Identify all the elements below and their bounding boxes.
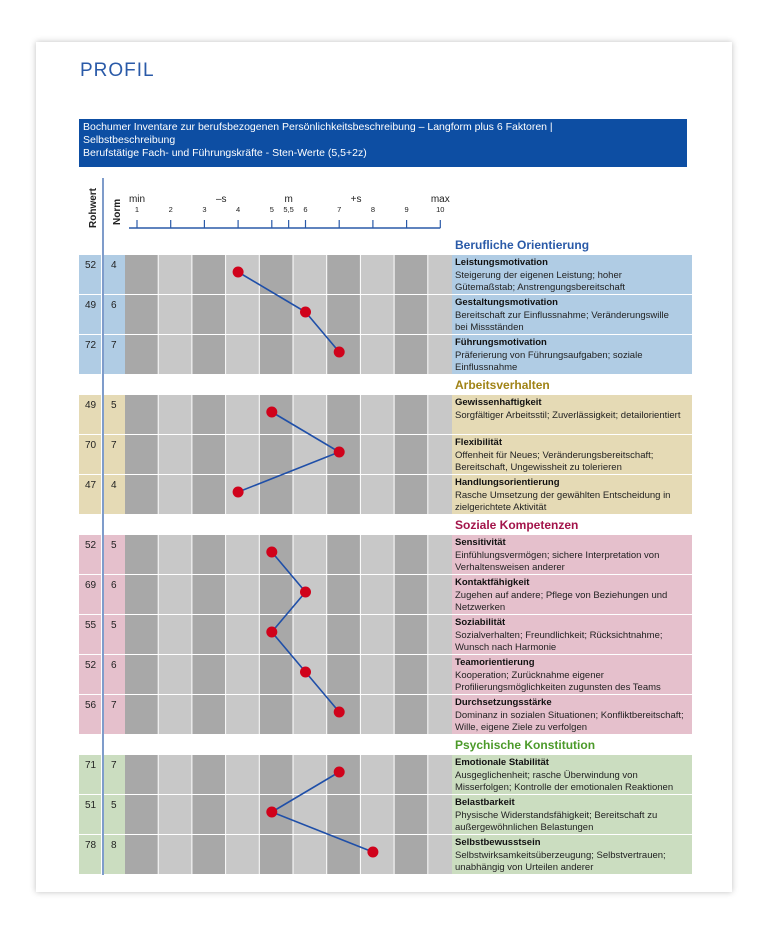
grid-cell — [327, 655, 360, 694]
grid-cell — [260, 755, 293, 794]
data-point-5 — [233, 487, 244, 498]
grid-cell — [159, 755, 192, 794]
item-desc-line: Bereitschaft, Ungewissheit zu tolerieren — [455, 462, 622, 473]
raw-value: 71 — [85, 760, 97, 771]
grid-cell — [226, 535, 259, 574]
item-desc-line: zielgerichtete Aktivität — [455, 502, 547, 513]
norm-value: 4 — [111, 260, 117, 271]
header-line-2: Selbstbeschreibung — [83, 134, 176, 146]
grid-cell — [395, 335, 428, 374]
grid-cell — [192, 695, 225, 734]
grid-cell — [125, 655, 158, 694]
grid-cell — [395, 255, 428, 294]
item-desc-line: unabhängig von Urteilen anderer — [455, 862, 594, 873]
grid-cell — [260, 835, 293, 874]
grid-cell — [361, 255, 394, 294]
grid-cell — [361, 475, 394, 514]
norm-value: 7 — [111, 440, 117, 451]
rohwert-header: Rohwert — [88, 188, 99, 228]
grid-cell — [327, 475, 360, 514]
grid-cell — [125, 615, 158, 654]
grid-cell — [361, 295, 394, 334]
header-line-3: Berufstätige Fach- und Führungskräfte - Sten-Werte (5,5+2z) — [83, 147, 367, 159]
item-title: Gestaltungsmotivation — [455, 297, 558, 308]
grid-cell — [125, 395, 158, 434]
grid-cell — [361, 535, 394, 574]
norm-value: 4 — [111, 480, 117, 491]
grid-cell — [159, 655, 192, 694]
grid-cell — [125, 695, 158, 734]
data-point-2 — [334, 347, 345, 358]
grid-cell — [159, 575, 192, 614]
grid-cell — [294, 835, 327, 874]
grid-cell — [361, 575, 394, 614]
grid-cell — [327, 535, 360, 574]
grid-cell — [125, 575, 158, 614]
grid-cell — [361, 755, 394, 794]
grid-cell — [125, 435, 158, 474]
grid-cell — [159, 795, 192, 834]
item-desc-line: außergewöhnlichen Belastungen — [455, 822, 594, 833]
item-desc-line: Selbstwirksamkeitsüberzeugung; Selbstvertrauen; — [455, 850, 666, 861]
scale-tick-label-1: 2 — [168, 205, 173, 214]
grid-cell — [361, 395, 394, 434]
page-title: PROFIL — [80, 60, 155, 81]
grid-cell — [294, 615, 327, 654]
grid-cell — [125, 535, 158, 574]
grid-cell — [159, 475, 192, 514]
grid-cell — [159, 395, 192, 434]
grid-cell — [192, 335, 225, 374]
grid-cell — [327, 575, 360, 614]
grid-cell — [327, 295, 360, 334]
group-title-1: Arbeitsverhalten — [455, 378, 550, 392]
grid-cell — [192, 575, 225, 614]
grid-cell — [395, 835, 428, 874]
item-title: Teamorientierung — [455, 657, 535, 668]
grid-cell — [159, 835, 192, 874]
item-title: Belastbarkeit — [455, 797, 515, 808]
item-desc-line: Gütemaßstab; Anstrengungsbereitschaft — [455, 282, 626, 293]
grid-cell — [226, 835, 259, 874]
scale-tick-label-0: 1 — [134, 205, 140, 214]
item-title: Sensitivität — [455, 537, 506, 548]
grid-cell — [125, 255, 158, 294]
grid-cell — [226, 295, 259, 334]
grid-cell — [260, 695, 293, 734]
item-title: Flexibilität — [455, 437, 502, 448]
item-desc-line: Misserfolgen; Kontrolle der emotionalen Reaktionen — [455, 782, 674, 793]
norm-value: 8 — [111, 840, 117, 851]
grid-cell — [125, 755, 158, 794]
item-title: Soziabilität — [455, 617, 506, 628]
data-point-12 — [266, 807, 277, 818]
grid-cell — [361, 335, 394, 374]
data-point-3 — [266, 407, 277, 418]
raw-value: 72 — [85, 340, 97, 351]
grid-cell — [361, 615, 394, 654]
group-title-3: Psychische Konstitution — [455, 738, 596, 752]
item-title: Selbstbewusstsein — [455, 837, 541, 848]
scale-tick-label-5: 5,5 — [283, 205, 294, 214]
data-point-13 — [367, 847, 378, 858]
raw-value: 52 — [85, 260, 97, 271]
data-point-0 — [233, 267, 244, 278]
raw-value: 51 — [85, 800, 97, 811]
grid-cell — [159, 615, 192, 654]
scale-tick-label-4: 5 — [269, 205, 274, 214]
item-title: Führungsmotivation — [455, 337, 547, 348]
grid-cell — [395, 395, 428, 434]
item-desc-line: Netzwerken — [455, 602, 506, 613]
grid-cell — [226, 755, 259, 794]
grid-cell — [226, 695, 259, 734]
header-line-1: Bochumer Inventare zur berufsbezogenen Persönlichkeitsbeschreibung – Langform plus 6 Faktoren | — [83, 121, 553, 133]
grid-cell — [260, 335, 293, 374]
item-title: Handlungsorientierung — [455, 477, 560, 488]
norm-value: 5 — [111, 400, 117, 411]
grid-cell — [159, 435, 192, 474]
grid-cell — [226, 795, 259, 834]
item-desc-line: Wunsch nach Harmonie — [455, 642, 557, 653]
group-title-2: Soziale Kompetenzen — [455, 518, 579, 532]
raw-value: 47 — [85, 480, 97, 491]
grid-cell — [260, 655, 293, 694]
grid-cell — [192, 435, 225, 474]
grid-cell — [395, 575, 428, 614]
grid-cell — [260, 435, 293, 474]
item-desc-line: Bereitschaft zur Einflussnahme; Veränderungswille — [455, 310, 669, 321]
item-desc-line: Ausgeglichenheit; rasche Überwindung von — [455, 770, 638, 781]
item-desc-line: Physische Widerstandsfähigkeit; Bereitschaft zu — [455, 810, 658, 821]
data-point-4 — [334, 447, 345, 458]
grid-cell — [125, 835, 158, 874]
grid-cell — [226, 395, 259, 434]
grid-cell — [192, 395, 225, 434]
raw-value: 70 — [85, 440, 97, 451]
grid-cell — [294, 475, 327, 514]
scale-label-1: –s — [215, 194, 227, 205]
grid-cell — [192, 535, 225, 574]
item-desc-line: Kooperation; Zurücknahme eigener — [455, 670, 604, 681]
norm-value: 5 — [111, 800, 117, 811]
norm-value: 6 — [111, 300, 117, 311]
item-desc-line: Präferierung von Führungsaufgaben; soziale — [455, 350, 643, 361]
raw-value: 78 — [85, 840, 97, 851]
grid-cell — [159, 255, 192, 294]
grid-cell — [226, 335, 259, 374]
scale-label-4: max — [430, 194, 450, 205]
raw-value: 69 — [85, 580, 97, 591]
scale-tick-label-8: 8 — [370, 205, 375, 214]
item-desc-line: Profilierungsmöglichkeiten zugunsten des Teams — [455, 682, 661, 693]
item-desc-line: Verhaltensweisen anderer — [455, 562, 565, 573]
grid-cell — [395, 295, 428, 334]
norm-value: 7 — [111, 340, 117, 351]
raw-value: 52 — [85, 660, 97, 671]
norm-value: 5 — [111, 620, 117, 631]
grid-cell — [226, 615, 259, 654]
grid-cell — [361, 795, 394, 834]
item-title: Emotionale Stabilität — [455, 757, 549, 768]
grid-cell — [159, 335, 192, 374]
grid-cell — [159, 295, 192, 334]
grid-cell — [361, 435, 394, 474]
item-desc-line: Steigerung der eigenen Leistung; hoher — [455, 270, 622, 281]
grid-cell — [159, 535, 192, 574]
item-desc-line: bei Missständen — [455, 322, 524, 333]
raw-value: 49 — [85, 400, 97, 411]
scale-tick-label-6: 6 — [303, 205, 308, 214]
item-title: Leistungsmotivation — [455, 257, 548, 268]
grid-cell — [226, 575, 259, 614]
grid-cell — [294, 335, 327, 374]
grid-cell — [125, 795, 158, 834]
item-title: Gewissenhaftigkeit — [455, 397, 542, 408]
item-desc-line: Offenheit für Neues; Veränderungsbereitschaft; — [455, 450, 654, 461]
grid-cell — [327, 395, 360, 434]
item-desc-line: Einflussnahme — [455, 362, 518, 373]
raw-value: 49 — [85, 300, 97, 311]
norm-value: 7 — [111, 760, 117, 771]
grid-cell — [294, 535, 327, 574]
grid-cell — [125, 295, 158, 334]
norm-header: Norm — [112, 198, 123, 225]
data-point-6 — [266, 547, 277, 558]
raw-value: 56 — [85, 700, 97, 711]
grid-cell — [192, 295, 225, 334]
item-desc-line: Einfühlungsvermögen; sichere Interpretation von — [455, 550, 660, 561]
grid-cell — [327, 615, 360, 654]
grid-cell — [192, 755, 225, 794]
grid-cell — [192, 255, 225, 294]
grid-cell — [361, 655, 394, 694]
grid-cell — [395, 615, 428, 654]
grid-cell — [159, 695, 192, 734]
data-point-11 — [334, 767, 345, 778]
item-title: Kontaktfähigkeit — [455, 577, 530, 588]
grid-cell — [395, 655, 428, 694]
norm-value: 5 — [111, 540, 117, 551]
item-desc-line: Zugehen auf andere; Pflege von Beziehungen und — [455, 590, 668, 601]
data-point-1 — [300, 307, 311, 318]
grid-cell — [192, 475, 225, 514]
grid-cell — [260, 575, 293, 614]
grid-cell — [395, 795, 428, 834]
grid-cell — [192, 795, 225, 834]
item-desc-line: Sorgfältiger Arbeitsstil; Zuverlässigkeit; detailorientiert — [455, 410, 681, 421]
grid-cell — [395, 535, 428, 574]
norm-value: 6 — [111, 580, 117, 591]
grid-cell — [226, 655, 259, 694]
norm-value: 6 — [111, 660, 117, 671]
grid-cell — [395, 475, 428, 514]
scale-tick-label-10: 10 — [436, 205, 445, 214]
raw-value: 52 — [85, 540, 97, 551]
norm-value: 7 — [111, 700, 117, 711]
item-desc-line: Sozialverhalten; Freundlichkeit; Rücksichtnahme; — [455, 630, 663, 641]
grid-cell — [361, 695, 394, 734]
grid-cell — [395, 435, 428, 474]
grid-cell — [395, 695, 428, 734]
group-title-0: Berufliche Orientierung — [455, 238, 590, 252]
grid-cell — [294, 755, 327, 794]
grid-cell — [395, 755, 428, 794]
scale-label-3: +s — [350, 194, 362, 205]
grid-cell — [294, 255, 327, 294]
grid-cell — [192, 655, 225, 694]
grid-cell — [327, 255, 360, 294]
grid-cell — [294, 795, 327, 834]
scale-tick-label-2: 3 — [202, 205, 207, 214]
data-point-9 — [300, 667, 311, 678]
grid-cell — [192, 835, 225, 874]
item-title: Durchsetzungsstärke — [455, 697, 552, 708]
scale-tick-label-7: 7 — [337, 205, 342, 214]
data-point-8 — [266, 627, 277, 638]
scale-label-2: m — [284, 194, 293, 205]
scale-tick-label-3: 4 — [236, 205, 241, 214]
grid-cell — [192, 615, 225, 654]
grid-cell — [125, 335, 158, 374]
scale-tick-label-9: 9 — [404, 205, 409, 214]
scale-label-0: min — [128, 194, 146, 205]
raw-value: 55 — [85, 620, 97, 631]
item-desc-line: Dominanz in sozialen Situationen; Konfliktbereitschaft; — [455, 710, 684, 721]
item-desc-line: Rasche Umsetzung der gewählten Entscheidung in — [455, 490, 671, 501]
grid-cell — [125, 475, 158, 514]
grid-cell — [226, 435, 259, 474]
grid-cell — [327, 795, 360, 834]
data-point-10 — [334, 707, 345, 718]
grid-cell — [294, 695, 327, 734]
item-desc-line: Wille, eigene Ziele zu verfolgen — [455, 722, 588, 733]
data-point-7 — [300, 587, 311, 598]
